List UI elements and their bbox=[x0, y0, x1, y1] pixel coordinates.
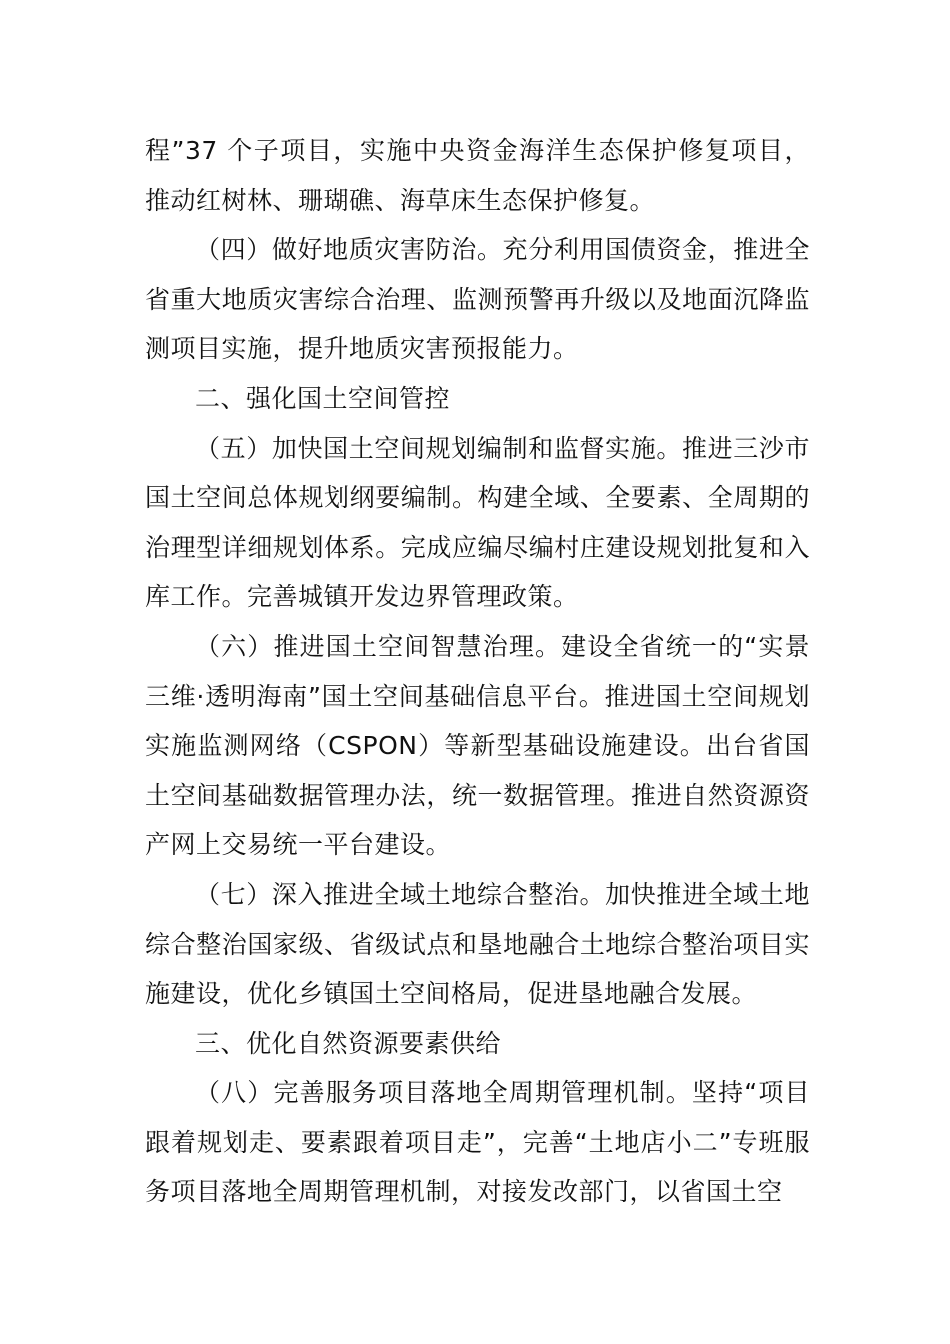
section-heading-2: 二、强化国土空间管控 bbox=[195, 383, 451, 413]
section-heading-3: 三、优化自然资源要素供给 bbox=[195, 1028, 502, 1058]
document-body bbox=[145, 126, 810, 1217]
paragraph-item-8: （八）完善服务项目落地全周期管理机制。坚持“项目跟着规划走、要素跟着项目走”，完善“土地店小二”专班服务项目落地全周期管理机制，对接发改部门，以省国土空 bbox=[145, 1078, 810, 1207]
paragraph-item-4: （四）做好地质灾害防治。充分利用国债资金，推进全省重大地质灾害综合治理、监测预警再升级以及地面沉降监测项目实施，提升地质灾害预报能力。 bbox=[145, 235, 810, 364]
paragraph-item-6: （六）推进国土空间智慧治理。建设全省统一的“实景三维·透明海南”国土空间基础信息平台。推进国土空间规划实施监测网络（CSPON）等新型基础设施建设。出台省国土空间基础数据管理办法，统一数据管理。推进自然资源资产网上交易统一平台建设。 bbox=[145, 631, 810, 860]
paragraph-item-5: （五）加快国土空间规划编制和监督实施。推进三沙市国土空间总体规划纲要编制。构建全域、全要素、全周期的治理型详细规划体系。完成应编尽编村庄建设规划批复和入库工作。完善城镇开发边界管理政策。 bbox=[145, 433, 810, 612]
paragraph-continuation: 程”37 个子项目，实施中央资金海洋生态保护修复项目，推动红树林、珊瑚礁、海草床生态保护修复。 bbox=[145, 136, 810, 215]
paragraph-item-7: （七）深入推进全域土地综合整治。加快推进全域土地综合整治国家级、省级试点和垦地融合土地综合整治项目实施建设，优化乡镇国土空间格局，促进垦地融合发展。 bbox=[145, 879, 810, 1009]
